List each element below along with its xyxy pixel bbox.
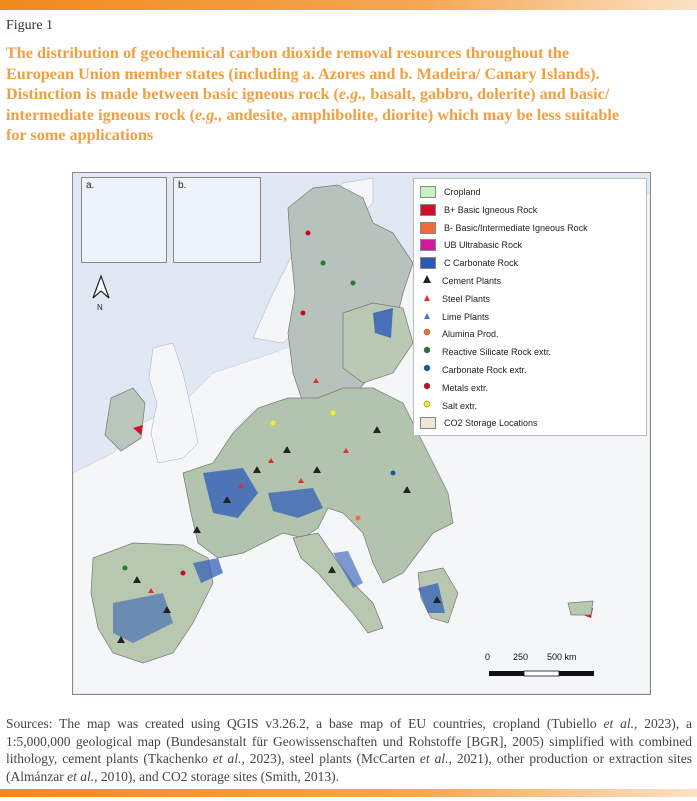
legend-label: Metals extr. bbox=[442, 382, 489, 393]
legend-item bbox=[420, 327, 499, 341]
sources-etal-4: et al., bbox=[67, 768, 98, 784]
sources-etal-1: et al., bbox=[603, 716, 638, 731]
legend-item bbox=[420, 310, 489, 324]
legend-label: Steel Plants bbox=[442, 293, 491, 304]
legend-label: UB Ultrabasic Rock bbox=[444, 240, 523, 251]
sources-part-5: 2010), and CO2 storage sites (Smith, 2013). bbox=[97, 768, 339, 784]
title-line-3b: basalt, gabbro, dolerite) and basic/ bbox=[366, 85, 610, 103]
sources-etal-2: et al., bbox=[212, 751, 245, 766]
inset-b-madeira-canary bbox=[173, 177, 261, 263]
legend-dot-icon bbox=[420, 329, 434, 339]
title-line-3a: Distinction is made between basic igneous rock ( bbox=[6, 85, 339, 103]
sources-part-2: 2023), a 1:5,000,000 geological map (Bundesanstalt für Geowissenschaften und Rohstoffe [BGR], 2005) simplified with combined lithology, cement plants (Tkachenko bbox=[6, 716, 692, 766]
title-line-1: The distribution of geochemical carbon dioxide removal resources throughout the bbox=[6, 44, 570, 62]
legend-item bbox=[420, 416, 538, 430]
legend-item bbox=[420, 345, 551, 359]
scale-tick-0: 0 bbox=[485, 652, 491, 662]
legend-swatch bbox=[420, 257, 436, 269]
scale-tick-250: 250 bbox=[513, 652, 529, 662]
legend-label: Lime Plants bbox=[442, 311, 490, 322]
legend-item bbox=[420, 185, 481, 199]
legend-dot-icon bbox=[420, 347, 434, 357]
legend-swatch bbox=[420, 417, 436, 429]
legend-triangle-icon bbox=[420, 312, 434, 322]
legend-dot-icon bbox=[420, 383, 434, 393]
legend-item bbox=[420, 363, 527, 377]
title-eg-1: e.g., bbox=[338, 85, 367, 103]
legend-item bbox=[420, 381, 488, 395]
legend-label: B- Basic/Intermediate Igneous Rock bbox=[444, 222, 588, 233]
legend-label: Reactive Silicate Rock extr. bbox=[442, 347, 552, 358]
legend-triangle-icon bbox=[420, 294, 434, 304]
legend-item bbox=[420, 274, 501, 288]
sources-note bbox=[6, 715, 692, 785]
legend-item bbox=[420, 292, 490, 306]
top-accent-bar bbox=[0, 0, 697, 10]
eu-resources-map bbox=[72, 172, 651, 695]
north-label: N bbox=[97, 303, 103, 312]
legend-label: Cropland bbox=[444, 187, 481, 197]
legend-label: C Carbonate Rock bbox=[444, 258, 519, 269]
title-line-5: for some applications bbox=[6, 126, 154, 144]
legend-label: Salt extr. bbox=[442, 400, 478, 411]
sources-etal-3: et al., bbox=[419, 751, 452, 766]
inset-a-label: a. bbox=[86, 180, 95, 191]
legend-item bbox=[420, 221, 588, 235]
title-line-4a: intermediate igneous rock ( bbox=[6, 105, 195, 124]
title-line-2: European Union member states (including a. Azores and b. Madeira/ Canary Islands). bbox=[6, 64, 600, 83]
legend-swatch bbox=[420, 204, 436, 216]
inset-b-label: b. bbox=[178, 180, 187, 191]
title-eg-2: e.g., bbox=[194, 105, 223, 124]
inset-a-azores bbox=[81, 177, 167, 263]
legend-swatch bbox=[420, 222, 436, 234]
legend-label: Alumina Prod. bbox=[442, 329, 499, 340]
legend-item bbox=[420, 256, 518, 270]
scale-tick-500: 500 km bbox=[547, 652, 577, 662]
legend-item bbox=[420, 238, 522, 252]
title-line-4b: andesite, amphibolite, diorite) which may be less suitable bbox=[222, 105, 620, 124]
legend-triangle-icon bbox=[420, 276, 434, 286]
legend-dot-icon bbox=[420, 401, 434, 411]
legend-label: B+ Basic Igneous Rock bbox=[444, 204, 538, 215]
legend-swatch bbox=[420, 186, 436, 198]
legend-label: Carbonate Rock extr. bbox=[442, 365, 527, 375]
map-legend bbox=[413, 178, 647, 436]
sources-part-3: 2023), steel plants (McCarten bbox=[244, 751, 420, 766]
sources-part-1: Sources: The map was created using QGIS v3.26.2, a base map of EU countries, cropland (Tubiello bbox=[6, 716, 604, 731]
legend-label: Cement Plants bbox=[442, 276, 502, 286]
legend-item bbox=[420, 399, 477, 413]
legend-swatch bbox=[420, 239, 436, 251]
legend-dot-icon bbox=[420, 365, 434, 375]
sources-part-4: 2021), other production or extraction sites (Almánzar bbox=[6, 751, 692, 784]
scale-bar bbox=[485, 652, 635, 686]
figure-title bbox=[6, 43, 676, 146]
bottom-accent-bar bbox=[0, 789, 697, 797]
legend-item bbox=[420, 203, 537, 217]
legend-label: CO2 Storage Locations bbox=[444, 418, 538, 429]
figure-label: Figure 1 bbox=[6, 18, 54, 33]
